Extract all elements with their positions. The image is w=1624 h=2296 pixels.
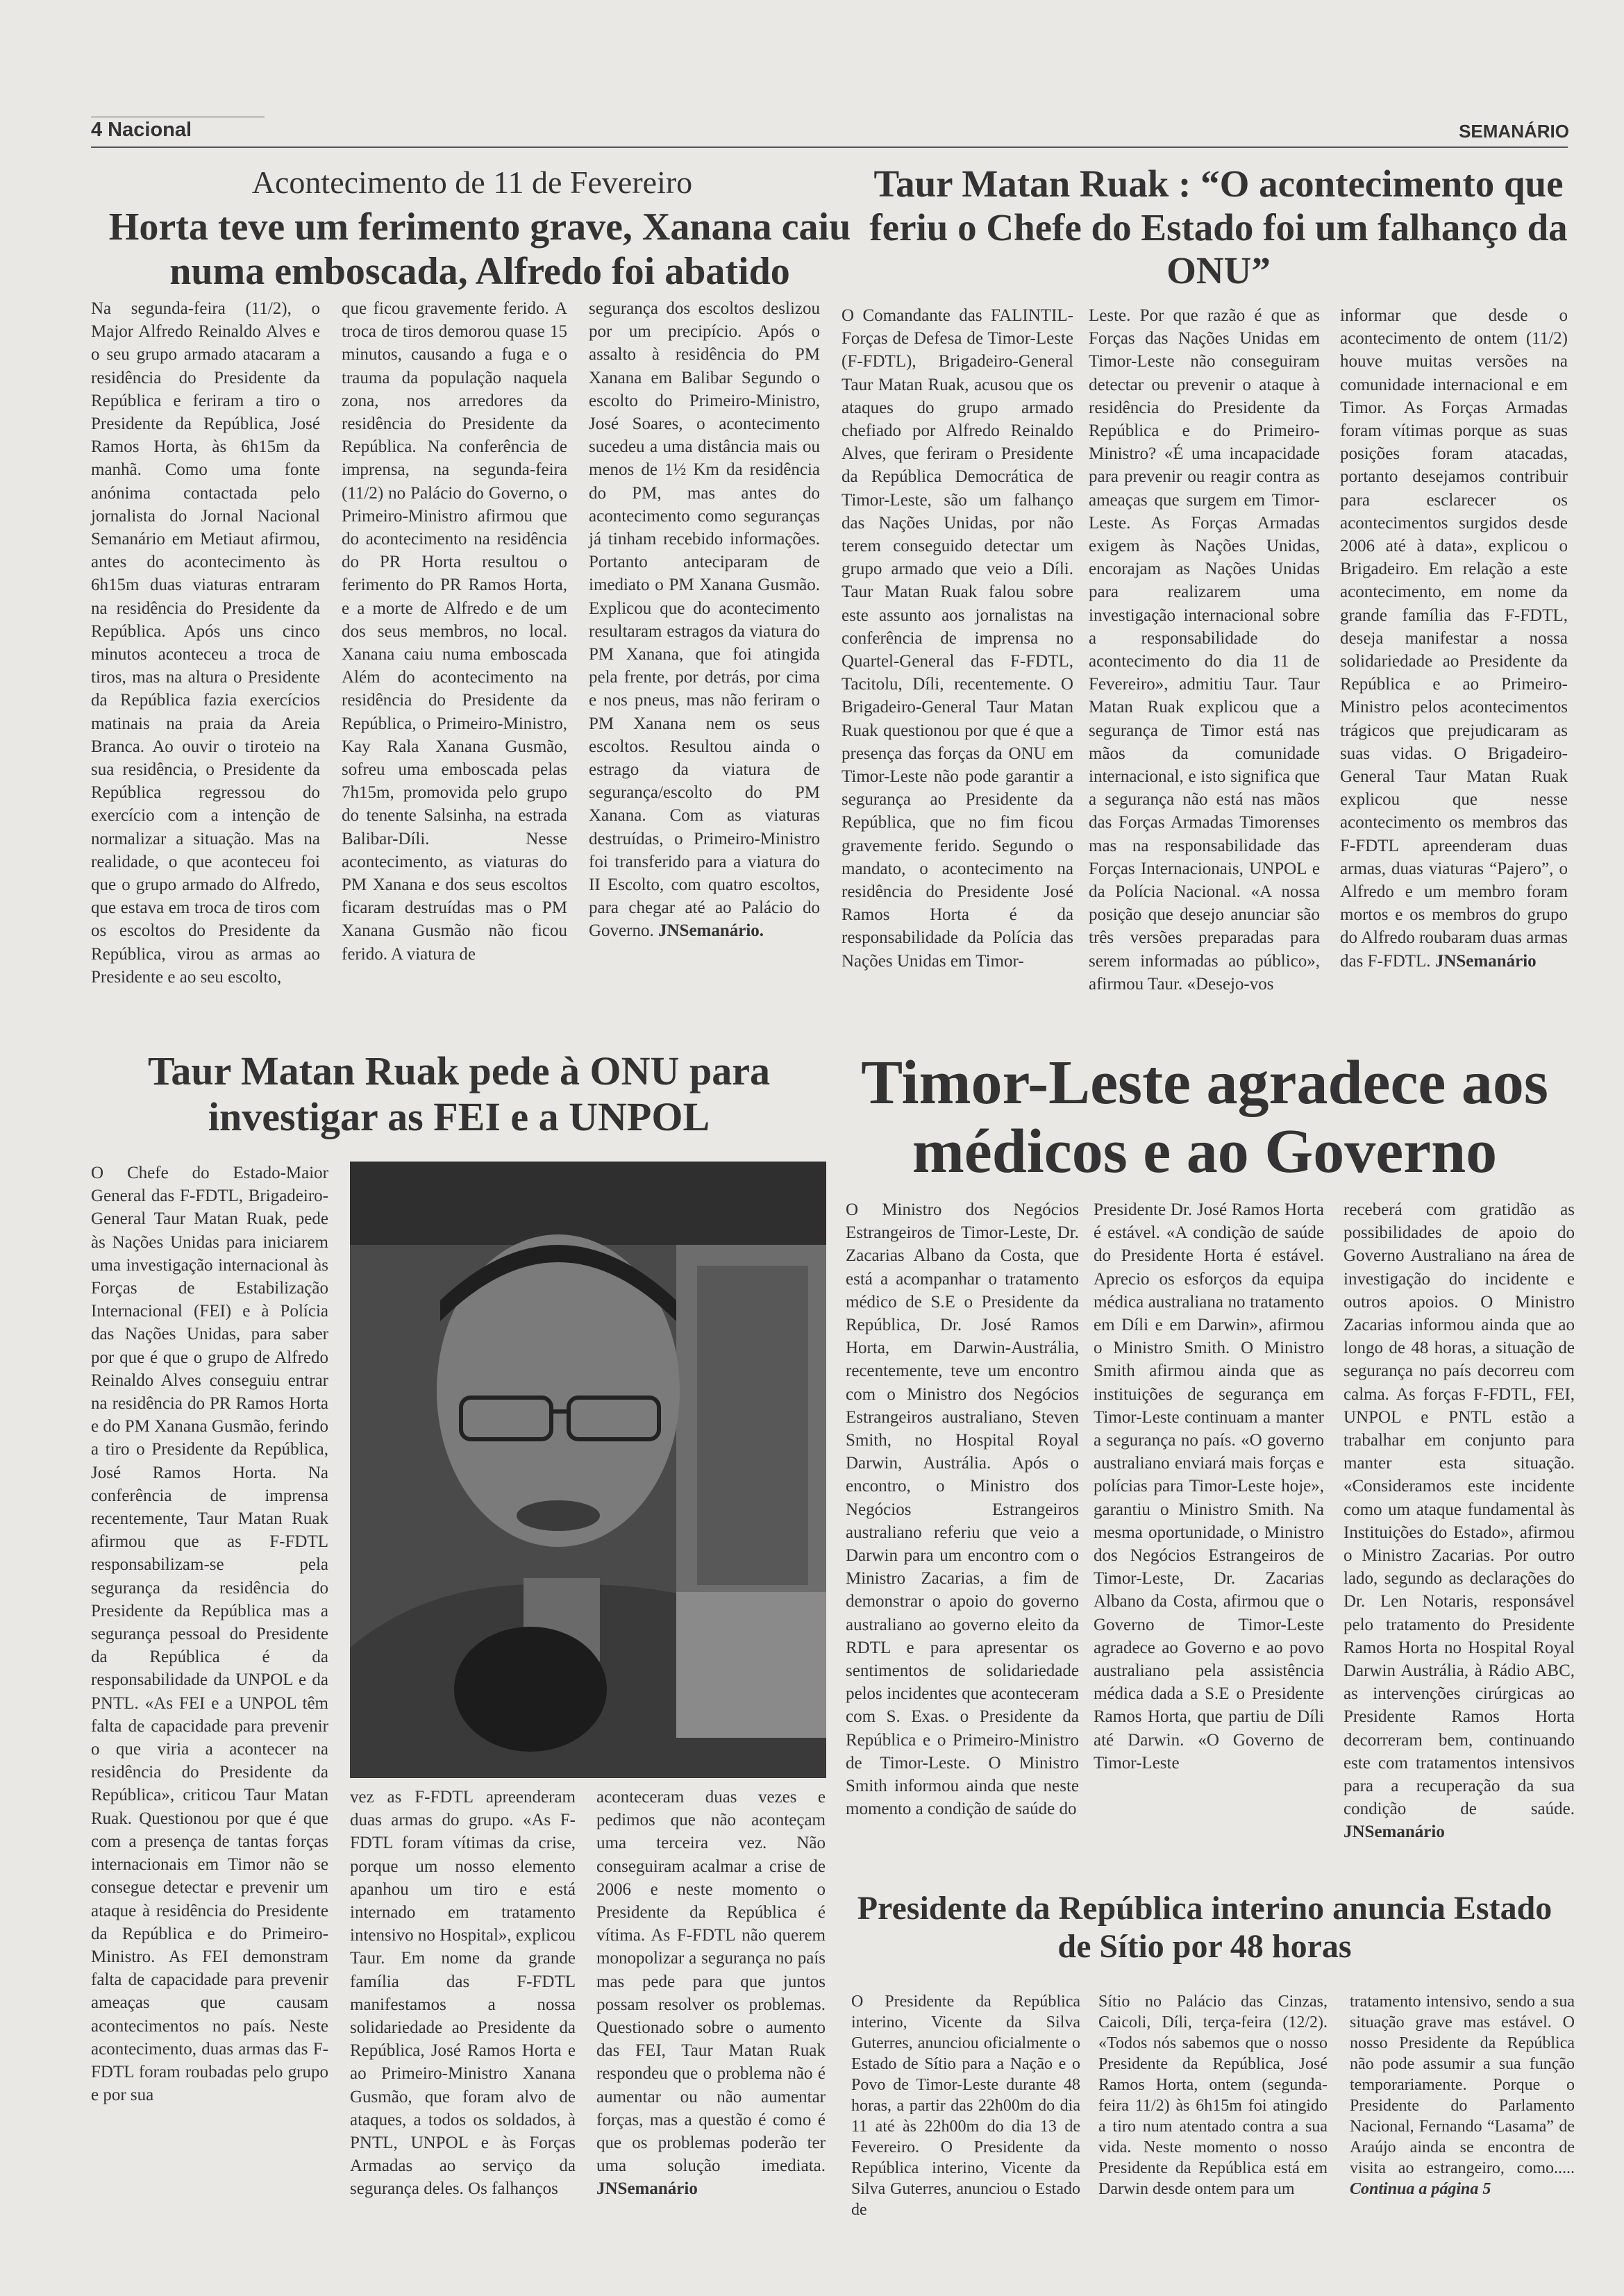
article2-column-2: [1089, 304, 1320, 996]
taur-matan-ruak-photo: [350, 1162, 826, 1778]
article2-column-3: [1340, 304, 1568, 973]
article1-col3-text: [589, 297, 820, 943]
section-label: 4 Nacional: [91, 119, 192, 141]
article3-col3-text: [596, 1786, 826, 2201]
article5-col2-text: Sítio no Palácio das Cinzas, Caicoli, Díli, terça-feira (12/2). «Todos nós sabemos que o nosso Presidente da República, José Ramos Horta, ontem (segunda-feira 11/2) às 6h15m foi atingido a tiro num atentado contra a sua vida. Neste momento o nosso Presidente da República está em Darwin desde ontem para um: [1098, 1993, 1328, 2198]
article4-signature: JNSemanário: [1343, 1822, 1445, 1842]
article1-col3-body: segurança dos escoltos deslizou por um precipício. Após o assalto à residência do PM Xanana em Balibar Segundo o escolto do Primeiro-Ministro, José Soares, o acontecimento sucedeu a uma distância mais ou menos de 1½ Km da residência do PM, mas antes do acontecimento como seguranças já tinham recebido informações. Portanto anteciparam de imediato o PM Xanana Gusmão. Explicou que do acontecimento resultaram estragos da viatura do PM Xanana, que foi atingida pela frente, por detrás, por cima e nos pneus, mas não feriram o PM Xanana nem os seus escoltos. Resultou ainda o estrago da viatura de segurança/escolto do PM Xanana. Com as viaturas destruídas, o Primeiro-Ministro foi transferido para a viatura do II Escolto, com quatro escoltos, para chegar até ao Palácio do Governo.: [589, 299, 820, 941]
article3-col1-text: O Chefe do Estado-Maior General das F-FDTL, Brigadeiro-General Taur Matan Ruak, pede às Nações Unidas para iniciarem uma investigação internacional às Forças de Estabilização Internacional (FEI) e à Polícia das Nações Unidas, para saber por que é que o grupo de Alfredo Reinaldo Alves conseguiu entrar na residência do PR Ramos Horta e do PM Xanana Gusmão, ferindo a tiro o Presidente da República, José Ramos Horta. Na conferência de imprensa recentemente, Taur Matan Ruak afirmou que as F-FDTL responsabilizam-se pela segurança da residência do Presidente da República mas a segurança pessoal do Presidente da República é da responsabilidade da UNPOL e da PNTL. «As FEI e a UNPOL têm falta de capacidade para prevenir o que viria a acontecer na residência do Presidente da República», criticou Taur Matan Ruak. Questionou por que é que com a presença de tantas forças internacionais em Timor não se consegue detectar e prevenir um ataque à residência do Presidente da República e do Primeiro-Ministro. As FEI demonstram falta de capacidade para prevenir ameaças que causam acontecimentos no país. Neste acontecimento, duas armas das F-FDTL foram roubadas pelo grupo e por sua: [91, 1164, 328, 2105]
article2-headline: Taur Matan Ruak : “O acontecimento que feriu o Chefe do Estado foi um falhanço da ONU”: [869, 162, 1568, 292]
article5-column-2: [1098, 1991, 1328, 2199]
article3-column-2: [350, 1786, 576, 2201]
article4-col3-text: [1343, 1198, 1575, 1844]
article1-headline: Horta teve um ferimento grave, Xanana caiu numa emboscada, Alfredo foi abatido: [108, 206, 851, 293]
article1-col1-text: Na segunda-feira (11/2), o Major Alfredo Reinaldo Alves e o seu grupo armado atacaram a residência do Presidente da República e feriram a tiro o Presidente da República, José Ramos Horta, às 6h15m da manhã. Como uma fonte anónima contactada pelo jornalista do Jornal Nacional Semanário em Metiaut afirmou, antes do acontecimento às 6h15m duas viaturas entraram na residência do Presidente da República. Após uns cinco minutos aconteceu a troca de tiros, mas na altura o Presidente da República fazia exercícios matinais na praia da Areia Branca. Ao ouvir o tiroteio na sua residência, o Presidente da República regressou do exercício com a intenção de normalizar a situação. Mas na realidade, o que aconteceu foi que o grupo armado do Alfredo, que estava em troca de tiros com os escoltos do Presidente da República, virou as armas ao Presidente e ao seu escolto,: [91, 299, 320, 987]
article2-col1-text: O Comandante das FALINTIL-Forças de Defesa de Timor-Leste (F-FDTL), Brigadeiro-General Taur Matan Ruak, acusou que os ataques do grupo armado chefiado por Alfredo Reinaldo Alves, que feriram o Presidente da República Democrática de Timor-Leste, são um falhanço das Nações Unidas, por não terem conseguido detectar um grupo armado que veio a Díli. Taur Matan Ruak falou sobre este assunto aos jornalistas na conferência de imprensa no Quartel-General das F-FDTL, Tacitolu, Díli, recentemente. O Brigadeiro-General Taur Matan Ruak questionou por que é que a presença das forças da ONU em Timor-Leste não pode garantir a segurança ao Presidente da República, que no fim ficou gravemente ferido. Segundo o mandato, o acontecimento na residência do Presidente José Ramos Horta é da responsabilidade da Polícia das Nações Unidas em Timor-: [842, 306, 1073, 971]
article3-col2-text: vez as F-FDTL apreenderam duas armas do grupo. «As F-FDTL foram vítimas da crise, porque um nosso elemento apanhou um tiro e está internado em tratamento intensivo no Hospital», explicou Taur. Em nome da grande família das F-FDTL manifestamos a nossa solidariedade ao Presidente da República, José Ramos Horta e ao Primeiro-Ministro Xanana Gusmão, que foram alvo de ataques, a todos os soldados, à PNTL, UNPOL e às Forças Armadas ao serviço da segurança deles. Os falhanços: [350, 1788, 576, 2199]
article2-col2-text: Leste. Por que razão é que as Forças das Nações Unidas em Timor-Leste não conseguiram detectar ou prevenir o ataque à residência do Presidente da República e do Primeiro-Ministro? «É uma incapacidade para prevenir ou reagir contra as ameaças que surgem em Timor-Leste. As Forças Armadas exigem às Nações Unidas, encorajam as Nações Unidas para realizarem uma investigação internacional sobre a responsabilidade do acontecimento do dia 11 de Fevereiro», admitiu Taur. Taur Matan Ruak explicou que a segurança de Timor está nas mãos da comunidade internacional, e isto significa que a segurança não está nas mãos das Forças Armadas Timorenses mas na responsabilidade das Forças Internacionais, UNPOL e da Polícia Nacional. «A nossa posição que desejo anunciar são três versões preparadas para serem informadas ao público», afirmou Taur. «Desejo-vos: [1089, 306, 1320, 994]
article3-column-1: [91, 1162, 328, 2106]
article3-col3-body: aconteceram duas vezes e pedimos que não aconteçam uma terceira vez. Não conseguiram acalmar a crise de 2006 e neste momento o Presidente da República é vítima. As F-FDTL não querem monopolizar a segurança no país mas pede para que juntos possam resolver os problemas. Questionado sobre o aumento das FEI, Taur Matan Ruak respondeu que o problema não é aumentar ou não aumentar forças, mas a questão é como é que os problemas poderão ter uma solução imediata.: [596, 1788, 826, 2176]
newspaper-name: SEMANÁRIO: [1459, 121, 1569, 142]
article5-headline: Presidente da República interino anuncia Estado de Sítio por 48 horas: [857, 1890, 1552, 1965]
article2-column-1: [842, 304, 1073, 973]
article1-column-2: [342, 297, 567, 966]
article2-signature: JNSemanário: [1434, 951, 1537, 971]
article3-column-3: [596, 1786, 826, 2201]
article4-headline: Timor-Leste agradece aos médicos e ao Governo: [861, 1048, 1548, 1186]
header-rule: [91, 146, 1568, 148]
article4-col3-body: receberá com gratidão as possibilidades de apoio do Governo Australiano na área de investigação do incidente e outros apoios. O Ministro Zacarias informou ainda que ao longo de 48 horas, a situação de segurança no país decorreu com calma. As forças F-FDTL, FEI, UNPOL e PNTL estão a trabalhar em conjunto para manter esta situação. «Consideramos este incidente como um ataque fundamental às Instituições do Estado», afirmou o Ministro Zacarias. Por outro lado, segundo as declarações do Dr. Len Notaris, responsável pelo tratamento do Presidente Ramos Horta no Hospital Royal Darwin Austrália, à Rádio ABC, as intervenções cirúrgicas ao Presidente Ramos Horta decorreram bem, continuando este com tratamentos intensivos para a recuperação da sua condição de saúde.: [1343, 1200, 1575, 1819]
article1-column-3: [589, 297, 820, 943]
article5-col3-text: [1350, 1991, 1575, 2199]
article4-col2-text: Presidente Dr. José Ramos Horta é estável. «A condição de saúde do Presidente Horta é estável. Aprecio os esforços da equipa médica australiana no tratamento em Díli e em Darwin», afirmou o Ministro Smith. O Ministro Smith afirmou ainda que as instituições de segurança em Timor-Leste continuam a manter a segurança no país. «O governo australiano enviará mais forças e polícias para Timor-Leste hoje», garantiu o Ministro Smith. Na mesma oportunidade, o Ministro dos Negócios Estrangeiros de Timor-Leste, Dr. Zacarias Albano da Costa, afirmou que o Governo de Timor-Leste agradece ao Governo e ao povo australiano pela assistência médica dada a S.E o Presidente Ramos Horta, que partiu de Díli até Darwin. «O Governo de Timor-Leste: [1094, 1200, 1324, 1773]
article3-headline: Taur Matan Ruak pede à ONU para investigar as FEI e a UNPOL: [148, 1048, 770, 1140]
article5-col3-body: tratamento intensivo, sendo a sua situação grave mas estável. O nosso Presidente da República não pode assumir a sua função temporariamente. Porque o Presidente do Parlamento Nacional, Fernando “Lasama” de Araújo ainda se encontra de visita ao estrangeiro, como.....: [1350, 1993, 1575, 2177]
article4-column-1: [846, 1198, 1079, 1820]
article4-column-2: [1094, 1198, 1324, 1775]
article4-column-3: [1343, 1198, 1575, 1844]
article5-column-1: [851, 1991, 1080, 2220]
article5-column-3: [1350, 1991, 1575, 2199]
article4-col1-text: O Ministro dos Negócios Estrangeiros de Timor-Leste, Dr. Zacarias Albano da Costa, que está a acompanhar o tratamento médico de S.E o Presidente da República, Dr. José Ramos Horta, em Darwin-Austrália, recentemente, teve um encontro com o Ministro dos Negócios Estrangeiros australiano, Steven Smith, no Hospital Royal Darwin, Austrália. Após o encontro, o Ministro dos Negócios Estrangeiros australiano referiu que veio a Darwin para um encontro com o Ministro Zacarias, a fim de demonstrar o apoio do governo australiano ao governo eleito da RDTL e para apresentar os sentimentos de solidariedade pelos incidentes que aconteceram com S. Exas. o Presidente da República e o Primeiro-Ministro de Timor-Leste. O Ministro Smith informou ainda que neste momento a condição de saúde do: [846, 1200, 1079, 1819]
article3-signature: JNSemanário: [596, 2179, 698, 2199]
continuation-note: Continua a página 5: [1350, 2180, 1491, 2198]
article5-col1-text: O Presidente da República interino, Vicente da Silva Guterres, anunciou oficialmente o Estado de Sítio para a Nação e o Povo de Timor-Leste durante 48 horas, a partir das 22h00m do dia 11 até às 22h00m do dia 13 de Fevereiro. O Presidente da República interino, Vicente da Silva Guterres, anunciou o Estado de: [851, 1993, 1080, 2219]
article1-signature: JNSemanário.: [658, 921, 764, 941]
article1-kicker: Acontecimento de 11 de Fevereiro: [251, 165, 693, 200]
article1-col2-text: que ficou gravemente ferido. A troca de tiros demorou quase 15 minutos, causando a fuga e o trauma da população naquela zona, nos arredores da residência do Presidente da República. Na conferência de imprensa, na segunda-feira (11/2) no Palácio do Governo, o Primeiro-Ministro afirmou que do acontecimento na residência do PR Horta resultou o ferimento do PR Ramos Horta, e a morte de Alfredo e de um dos seus membros, no local. Xanana caiu numa emboscada Além do acontecimento na residência do Presidente da República, o Primeiro-Ministro, Kay Rala Xanana Gusmão, sofreu uma emboscada pelas 7h15m, promovida pelo grupo do tenente Salsinha, na estrada Balibar-Díli. Nesse acontecimento, as viaturas do PM Xanana e dos seus escoltos ficaram destruídas mas o PM Xanana Gusmão não ficou ferido. A viatura de: [342, 299, 567, 964]
article1-column-1: [91, 297, 320, 989]
portrait-image: [350, 1162, 826, 1778]
article2-col3-body: informar que desde o acontecimento de ontem (11/2) houve muitas versões na comunidade internacional e em Timor. As Forças Armadas foram vítimas porque as suas posições foram atacadas, portanto desejamos contribuir para esclarecer os acontecimentos surgidos desde 2006 até à data», explicou o Brigadeiro. Em relação a este acontecimento, em nome da grande família das F-FDTL, deseja manifestar a nossa solidariedade ao Presidente da República e ao Primeiro-Ministro pelos acontecimentos trágicos que prejudicaram as suas vidas. O Brigadeiro-General Taur Matan Ruak explicou que nesse acontecimento os membros das F-FDTL apreenderam duas armas, duas viaturas “Pajero”, o Alfredo e um membro foram mortos e os membros do grupo do Alfredo roubaram duas armas das F-FDTL.: [1340, 306, 1568, 971]
article2-col3-text: [1340, 304, 1568, 973]
